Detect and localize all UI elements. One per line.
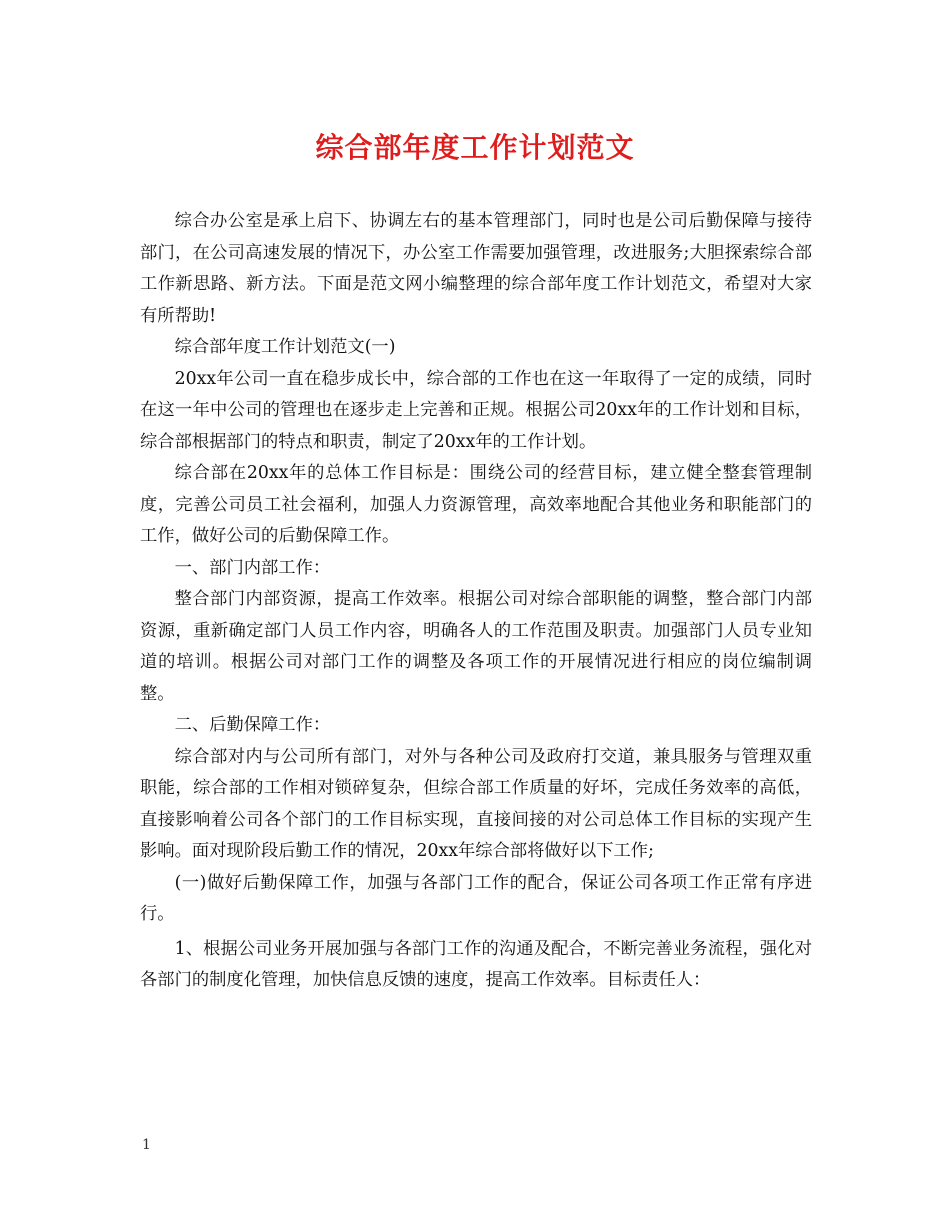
paragraph-logistics: 综合部对内与公司所有部门，对外与各种公司及政府打交道，兼具服务与管理双重职能，综合部的工作相对锁碎复杂，但综合部工作质量的好坏，完成任务效率的高低，直接影响着公司各个部门的工作目标实现，直接间接的对公司总体工作目标的实现产生影响。面对现阶段后勤工作的情况，20xx年综合部将做好以下工作; <box>140 746 812 861</box>
page-number: 1 <box>142 1137 151 1153</box>
paragraph-overview: 20xx年公司一直在稳步成长中，综合部的工作也在这一年取得了一定的成绩，同时在这一年中公司的管理也在逐步走上完善和正规。根据公司20xx年的工作计划和目标，综合部根据部门的特点和职责，制定了20xx年的工作计划。 <box>140 368 812 452</box>
section-heading-logistics: 二、后勤保障工作： <box>174 715 331 735</box>
document-body <box>140 206 812 997</box>
paragraph-internal: 整合部门内部资源，提高工作效率。根据公司对综合部职能的调整，整合部门内部资源，重新确定部门人员工作内容，明确各人的工作范围及职责。加强部门人员专业知道的培训。根据公司对部门工作的调整及各项工作的开展情况进行相应的岗位编制调整。 <box>140 589 812 704</box>
paragraph-logistics-item-one: (一)做好后勤保障工作，加强与各部门工作的配合，保证公司各项工作正常有序进行。 <box>140 872 812 924</box>
document-title: 综合部年度工作计划范文 <box>315 131 635 164</box>
section-heading-internal: 一、部门内部工作： <box>174 557 331 578</box>
paragraph-logistics-point-one: 1、根据公司业务开展加强与各部门工作的沟通及配合，不断完善业务流程，强化对各部门的制度化管理，加快信息反馈的速度，提高工作效率。目标责任人： <box>140 938 812 990</box>
paragraph-intro: 综合办公室是承上启下、协调左右的基本管理部门，同时也是公司后勤保障与接待部门，在公司高速发展的情况下，办公室工作需要加强管理，改进服务;大胆探索综合部工作新思路、新方法。下面是范文网小编整理的综合部年度工作计划范文，希望对大家有所帮助! <box>140 211 812 326</box>
paragraph-subtitle: 综合部年度工作计划范文(一) <box>174 337 396 357</box>
paragraph-goals: 综合部在20xx年的总体工作目标是：围绕公司的经营目标，建立健全整套管理制度，完善公司员工社会福利，加强人力资源管理，高效率地配合其他业务和职能部门的工作，做好公司的后勤保障工作。 <box>140 463 812 546</box>
